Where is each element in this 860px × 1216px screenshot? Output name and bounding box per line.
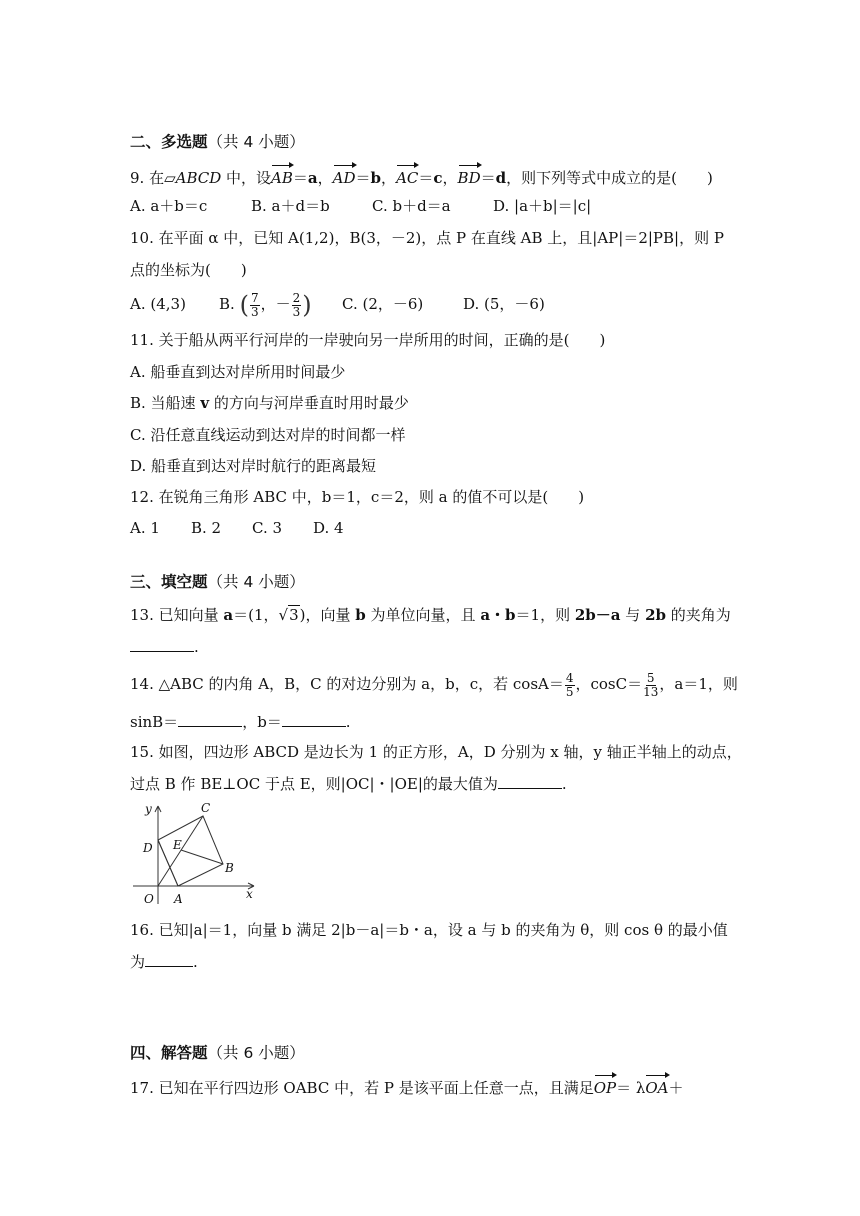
answer-blank bbox=[282, 712, 346, 727]
question-11-option-a: A. 船垂直到达对岸所用时间最少 bbox=[130, 363, 346, 381]
vector-oa: OA bbox=[645, 1074, 668, 1098]
question-12-option-b: B. 2 bbox=[191, 519, 222, 537]
segment-be bbox=[181, 850, 223, 864]
answer-blank bbox=[130, 637, 194, 652]
question-17-stem: 17. 已知在平行四边形 OABC 中，若 P 是该平面上任意一点，且满足OP＝ λOA＋ bbox=[130, 1074, 684, 1098]
answer-blank bbox=[145, 952, 193, 967]
label-e: E bbox=[173, 838, 182, 852]
question-14-line-2: sinB＝ ，b＝ . bbox=[130, 713, 351, 731]
question-15-line-2: 过点 B 作 BE⊥OC 于点 E，则|OC|・|OE|的最大值为 . bbox=[130, 775, 567, 793]
label-x: x bbox=[246, 887, 253, 901]
question-11-option-d: D. 船垂直到达对岸时航行的距离最短 bbox=[130, 457, 377, 475]
vector-ab: AB bbox=[271, 164, 293, 188]
label-d: D bbox=[143, 841, 153, 855]
question-9-option-b: B. a＋d＝b bbox=[251, 197, 330, 215]
question-13-line-1: 13. 已知向量 a＝(1，√3)，向量 b 为单位向量，且 a・b＝1，则 2b－a 与 2b 的夹角为 bbox=[130, 606, 731, 624]
question-16-line-1: 16. 已知|a|＝1，向量 b 满足 2|b－a|＝b・a，设 a 与 b 的夹角为 θ，则 cos θ 的最小值 bbox=[130, 921, 728, 939]
label-c: C bbox=[201, 801, 211, 815]
label-a: A bbox=[174, 892, 183, 906]
question-9-option-c: C. b＋d＝a bbox=[372, 197, 451, 215]
label-y: y bbox=[145, 802, 152, 816]
vector-op: OP bbox=[594, 1074, 616, 1098]
vector-ac: AC bbox=[396, 164, 418, 188]
question-10-line-1: 10. 在平面 α 中，已知 A(1,2)，B(3，－2)，点 P 在直线 AB 上，且|AP|＝2|PB|，则 P bbox=[130, 229, 724, 247]
label-o: O bbox=[144, 892, 154, 906]
question-15-line-1: 15. 如图，四边形 ABCD 是边长为 1 的正方形，A，D 分别为 x 轴，y 轴正半轴上的动点， bbox=[130, 743, 742, 761]
question-10-option-b: B. ( $\frac{7}{3}$ ，－ $\frac{2}{3}$ ) bbox=[219, 290, 312, 319]
question-12-option-c: C. 3 bbox=[252, 519, 283, 537]
question-10-option-c: C. (2，－6) bbox=[342, 295, 424, 313]
answer-blank bbox=[178, 712, 242, 727]
question-13-line-2: . bbox=[130, 637, 199, 657]
question-10-line-2: 点的坐标为( ) bbox=[130, 261, 247, 279]
question-11-option-b: B. 当船速 v 的方向与河岸垂直时用时最少 bbox=[130, 394, 409, 412]
question-14-line-1: 14. △ABC 的内角 A，B，C 的对边分别为 a，b，c，若 cosA＝ $\frac{4}{5}$ ，cosC＝ $\frac{5}{13}$ ，a＝1，则 bbox=[130, 670, 738, 699]
section-heading-solutions: 四、解答题（共 6 小题） bbox=[130, 1044, 305, 1062]
question-9-option-a: A. a＋b＝c bbox=[130, 197, 208, 215]
question-11-stem: 11. 关于船从两平行河岸的一岸驶向另一岸所用的时间，正确的是( ) bbox=[130, 331, 606, 349]
answer-blank bbox=[498, 774, 562, 789]
question-9-option-d: D. |a＋b|＝|c| bbox=[493, 197, 592, 215]
vector-bd: BD bbox=[458, 164, 481, 188]
vector-ad: AD bbox=[333, 164, 356, 188]
label-b: B bbox=[225, 861, 234, 875]
question-10-option-a: A. (4,3) bbox=[130, 295, 186, 313]
square-on-axes-figure bbox=[128, 800, 263, 910]
section-heading-fill-in: 三、填空题（共 4 小题） bbox=[130, 573, 305, 591]
question-11-option-c: C. 沿任意直线运动到达对岸的时间都一样 bbox=[130, 426, 406, 444]
question-12-option-d: D. 4 bbox=[313, 519, 344, 537]
section-heading-multiple-choice: 二、多选题（共 4 小题） bbox=[130, 133, 305, 151]
question-16-line-2: 为 . bbox=[130, 953, 198, 971]
question-12-stem: 12. 在锐角三角形 ABC 中，b＝1，c＝2，则 a 的值不可以是( ) bbox=[130, 488, 585, 506]
question-12-option-a: A. 1 bbox=[130, 519, 160, 537]
question-9-stem: 9. 在▱ABCD 中，设AB＝a，AD＝b，AC＝c，BD＝d，则下列等式中成立的是( ) bbox=[130, 164, 713, 188]
square-abcd bbox=[158, 816, 223, 886]
question-10-option-d: D. (5，－6) bbox=[463, 295, 545, 313]
